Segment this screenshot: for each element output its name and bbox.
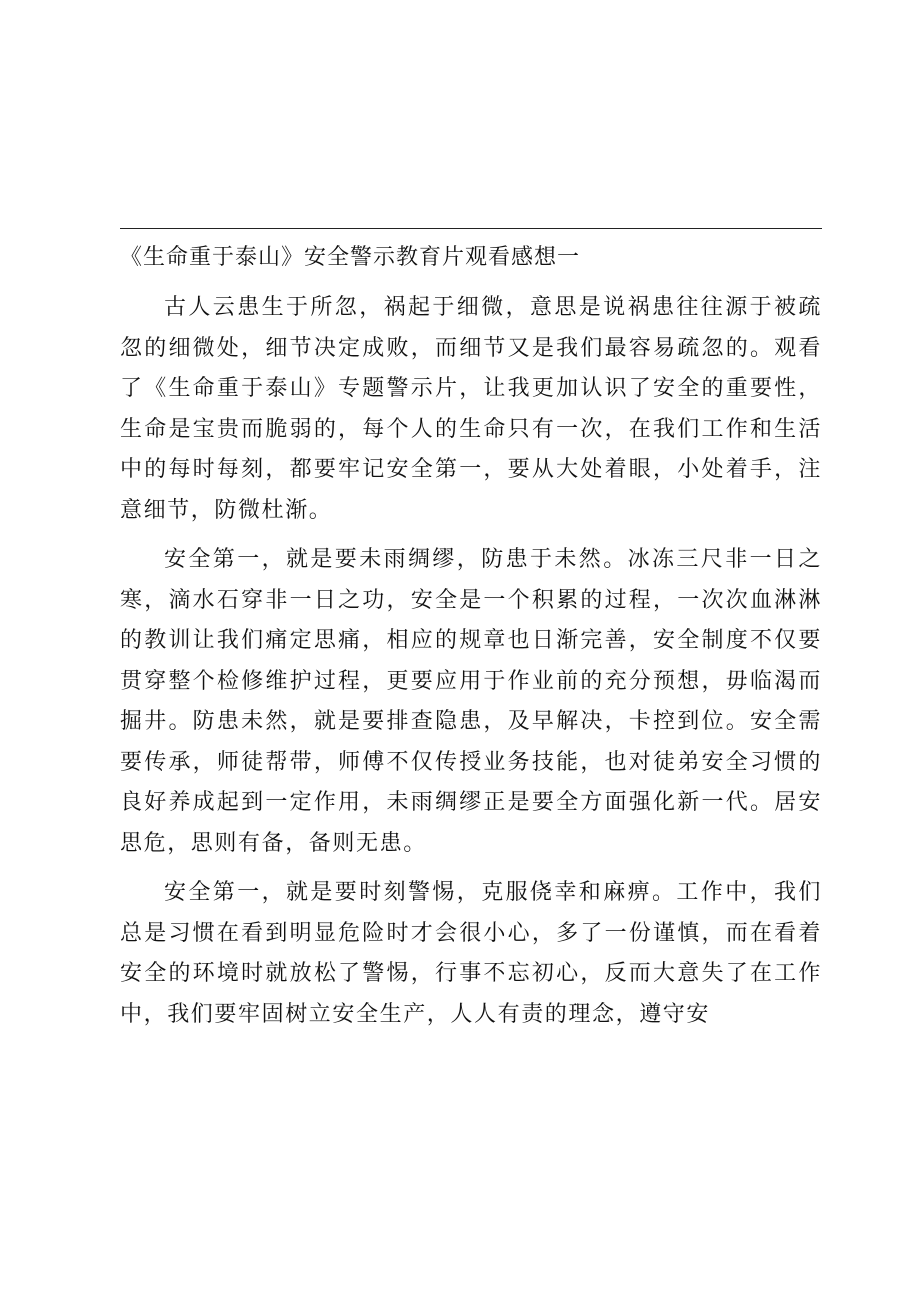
document-title: 《生命重于泰山》安全警示教育片观看感想一 <box>120 245 581 270</box>
paragraph-3: 安全第一，就是要时刻警惕，克服侥幸和麻痹。工作中，我们总是习惯在看到明显危险时才会很小心，多了一份谨慎，而在看着安全的环境时就放松了警惕，行事不忘初心，反而大意失了在工作中，我们要牢固树立安全生产，人人有责的理念，遵守安 <box>120 880 822 1027</box>
paragraph-2: 安全第一，就是要未雨绸缪，防患于未然。冰冻三尺非一日之寒，滴水石穿非一日之功，安全是一个积累的过程，一次次血淋淋的教训让我们痛定思痛，相应的规章也日渐完善，安全制度不仅要贯穿整个检修维护过程，更要应用于作业前的充分预想，毋临渴而掘井。防患未然，就是要排查隐患，及早解决，卡控到位。安全需要传承，师徒帮带，师傅不仅传授业务技能，也对徒弟安全习惯的良好养成起到一定作用，未雨绸缪正是要全方面强化新一代。居安思危，思则有备，备则无患。 <box>120 547 822 856</box>
header-rule <box>120 228 822 229</box>
paragraph-1: 古人云患生于所忽，祸起于细微，意思是说祸患往往源于被疏忽的细微处，细节决定成败，而细节又是我们最容易疏忽的。观看了《生命重于泰山》专题警示片，让我更加认识了安全的重要性，生命是宝贵而脆弱的，每个人的生命只有一次，在我们工作和生活中的每时每刻，都要牢记安全第一，要从大处着眼，小处着手，注意细节，防微杜渐。 <box>120 295 822 523</box>
document-body <box>120 238 822 1035</box>
